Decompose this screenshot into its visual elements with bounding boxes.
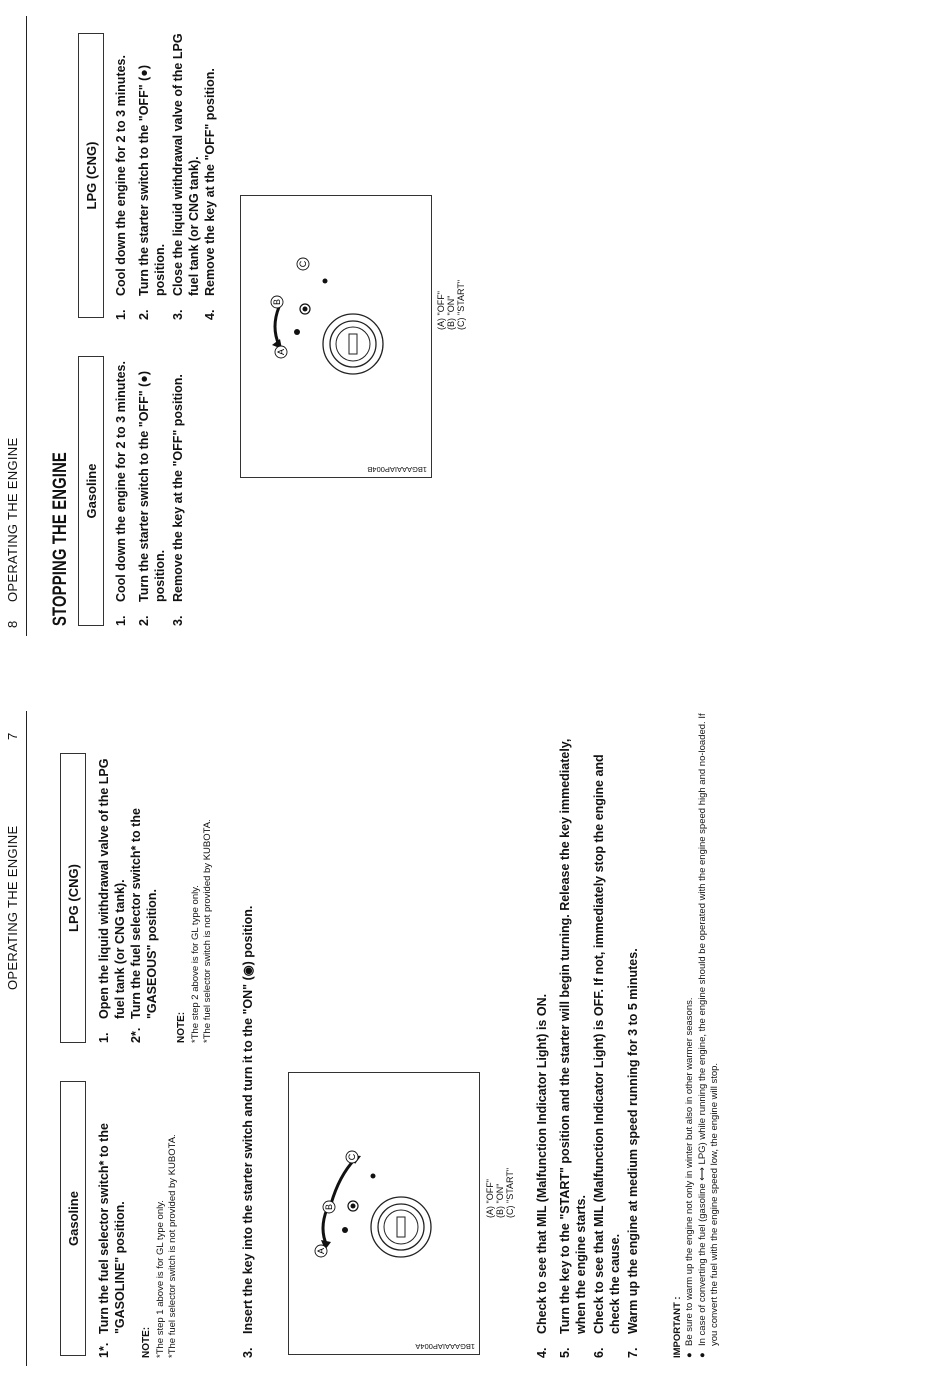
step-number: 1.	[97, 1032, 111, 1043]
step-text: Turn the starter switch to the "OFF" (●) position.	[137, 371, 167, 602]
bullet-dot: ●	[697, 1352, 708, 1358]
step-number: 7.	[626, 1347, 640, 1358]
step-text: Check to see that MIL (Malfunction Indicator Light) is OFF. If not, immediately stop the engine and check the cause.	[592, 754, 622, 1334]
step-text: Cool down the engine for 2 to 3 minutes.	[114, 55, 128, 296]
label-c: C	[347, 1153, 357, 1161]
lpg-heading: LPG (CNG)	[78, 33, 104, 318]
lpg-stop-step-3	[170, 28, 202, 320]
step-number: 3.	[171, 309, 185, 320]
label-b: B	[272, 298, 282, 306]
step-text: Remove the key at the "OFF" position.	[203, 68, 217, 296]
step-number: 1.	[114, 615, 128, 626]
step-text: Close the liquid withdrawal valve of the LPG fuel tank (or CNG tank).	[171, 33, 201, 296]
section-title: STOPPING THE ENGINE	[50, 452, 71, 626]
bullet-text: Be sure to warm up the engine not only in winter but also in other warmer seasons.	[684, 997, 695, 1346]
lpg-step-2	[128, 751, 160, 1043]
figure-legend	[436, 280, 466, 330]
lpg-heading: LPG (CNG)	[60, 753, 86, 1043]
gasoline-stop-step-3	[170, 346, 186, 626]
note-line: *The fuel selector switch is not provided by KUBOTA.	[202, 819, 213, 1043]
gasoline-stop-step-2	[136, 346, 168, 626]
step-7	[625, 718, 641, 1358]
step-text: Turn the key to the "START" position and the starter will begin turning. Release the key immediately, when the engine starts.	[558, 738, 588, 1334]
page-header-title: OPERATING THE ENGINE	[5, 437, 20, 602]
step-6	[591, 718, 623, 1358]
page-number: 7	[5, 732, 20, 740]
header-rule	[26, 16, 27, 636]
step-number: 3.	[171, 615, 185, 626]
note-line: *The step 1 above is for GL type only.	[155, 1200, 166, 1358]
lpg-stop-step-1	[113, 28, 129, 320]
label-a: A	[276, 348, 286, 356]
legend-line: (B) "ON"	[495, 1183, 505, 1218]
gasoline-heading: Gasoline	[60, 1081, 86, 1356]
note-heading: NOTE:	[141, 1326, 152, 1358]
legend-line: (C) "START"	[505, 1167, 515, 1218]
lpg-stop-step-2	[136, 28, 168, 320]
step-text: Remove the key at the "OFF" position.	[171, 374, 185, 602]
step-number: 1*.	[97, 1342, 111, 1358]
important-heading	[672, 1296, 684, 1358]
step-text: Turn the fuel selector switch* to the "GASEOUS" position.	[129, 808, 159, 1019]
step-number: 3.	[241, 1347, 255, 1358]
step-text: Turn the fuel selector switch* to the "GASOLINE" position.	[97, 1123, 127, 1334]
starter-switch-figure	[288, 1072, 480, 1355]
important-label: IMPORTANT :	[672, 1296, 683, 1358]
step-5	[557, 718, 589, 1358]
note-heading: NOTE:	[176, 1011, 187, 1043]
legend-line: (B) "ON"	[446, 295, 456, 330]
important-bullet-2	[697, 708, 720, 1358]
bullet-text: In case of converting the fuel (gasoline ⟷ LPG) while running the engine, the engine should be operated with the engine speed high and no-loaded. If you convert the fuel with the engine speed low, the engine will stop.	[697, 713, 720, 1346]
page-number: 8	[5, 620, 20, 628]
gasoline-note	[155, 1134, 179, 1358]
step-number: 4.	[203, 309, 217, 320]
step-number: 4.	[535, 1347, 549, 1358]
step-3	[240, 718, 256, 1358]
note-line: *The fuel selector switch is not provided by KUBOTA.	[167, 1134, 178, 1358]
gasoline-stop-step-1	[113, 346, 129, 626]
step-text: Open the liquid withdrawal valve of the LPG fuel tank (or CNG tank).	[97, 758, 127, 1019]
step-text: Insert the key into the starter switch and turn it to the "ON" (◉) position.	[241, 905, 255, 1334]
key-switch-diagram-icon	[241, 196, 431, 477]
key-switch-diagram-icon	[289, 1073, 479, 1354]
step-number: 2*.	[129, 1027, 143, 1043]
step-number: 1.	[114, 309, 128, 320]
figure-id: 1BGAAAIAP004A	[415, 1342, 475, 1351]
label-a: A	[316, 1247, 326, 1255]
legend-line: (A) "OFF"	[485, 1179, 495, 1218]
legend-line: (C) "START"	[456, 279, 466, 330]
step-4	[534, 718, 550, 1358]
header-rule	[26, 711, 27, 1366]
lpg-step-1	[96, 751, 128, 1043]
step-text: Check to see that MIL (Malfunction Indicator Light) is ON.	[535, 993, 549, 1334]
lpg-note	[190, 819, 214, 1043]
label-c: C	[298, 260, 308, 268]
note-line: *The step 2 above is for GL type only.	[190, 885, 201, 1043]
bullet-dot: ●	[684, 1352, 695, 1358]
figure-id: 1BGAAAIAP004B	[367, 465, 427, 474]
step-text: Turn the starter switch to the "OFF" (●) position.	[137, 65, 167, 296]
legend-line: (A) "OFF"	[436, 291, 446, 330]
figure-legend	[485, 1168, 515, 1218]
step-number: 5.	[558, 1347, 572, 1358]
step-text: Warm up the engine at medium speed running for 3 to 5 minutes.	[626, 948, 640, 1334]
important-bullet-1	[684, 708, 696, 1358]
starter-switch-figure	[240, 195, 432, 478]
gasoline-step-1	[96, 1078, 128, 1358]
lpg-stop-step-4	[202, 28, 218, 320]
gasoline-heading: Gasoline	[78, 356, 104, 626]
step-text: Cool down the engine for 2 to 3 minutes.	[114, 361, 128, 602]
step-number: 6.	[592, 1347, 606, 1358]
label-b: B	[324, 1203, 334, 1211]
step-number: 2.	[137, 309, 151, 320]
step-number: 2.	[137, 615, 151, 626]
page-header-title: OPERATING THE ENGINE	[5, 825, 20, 990]
